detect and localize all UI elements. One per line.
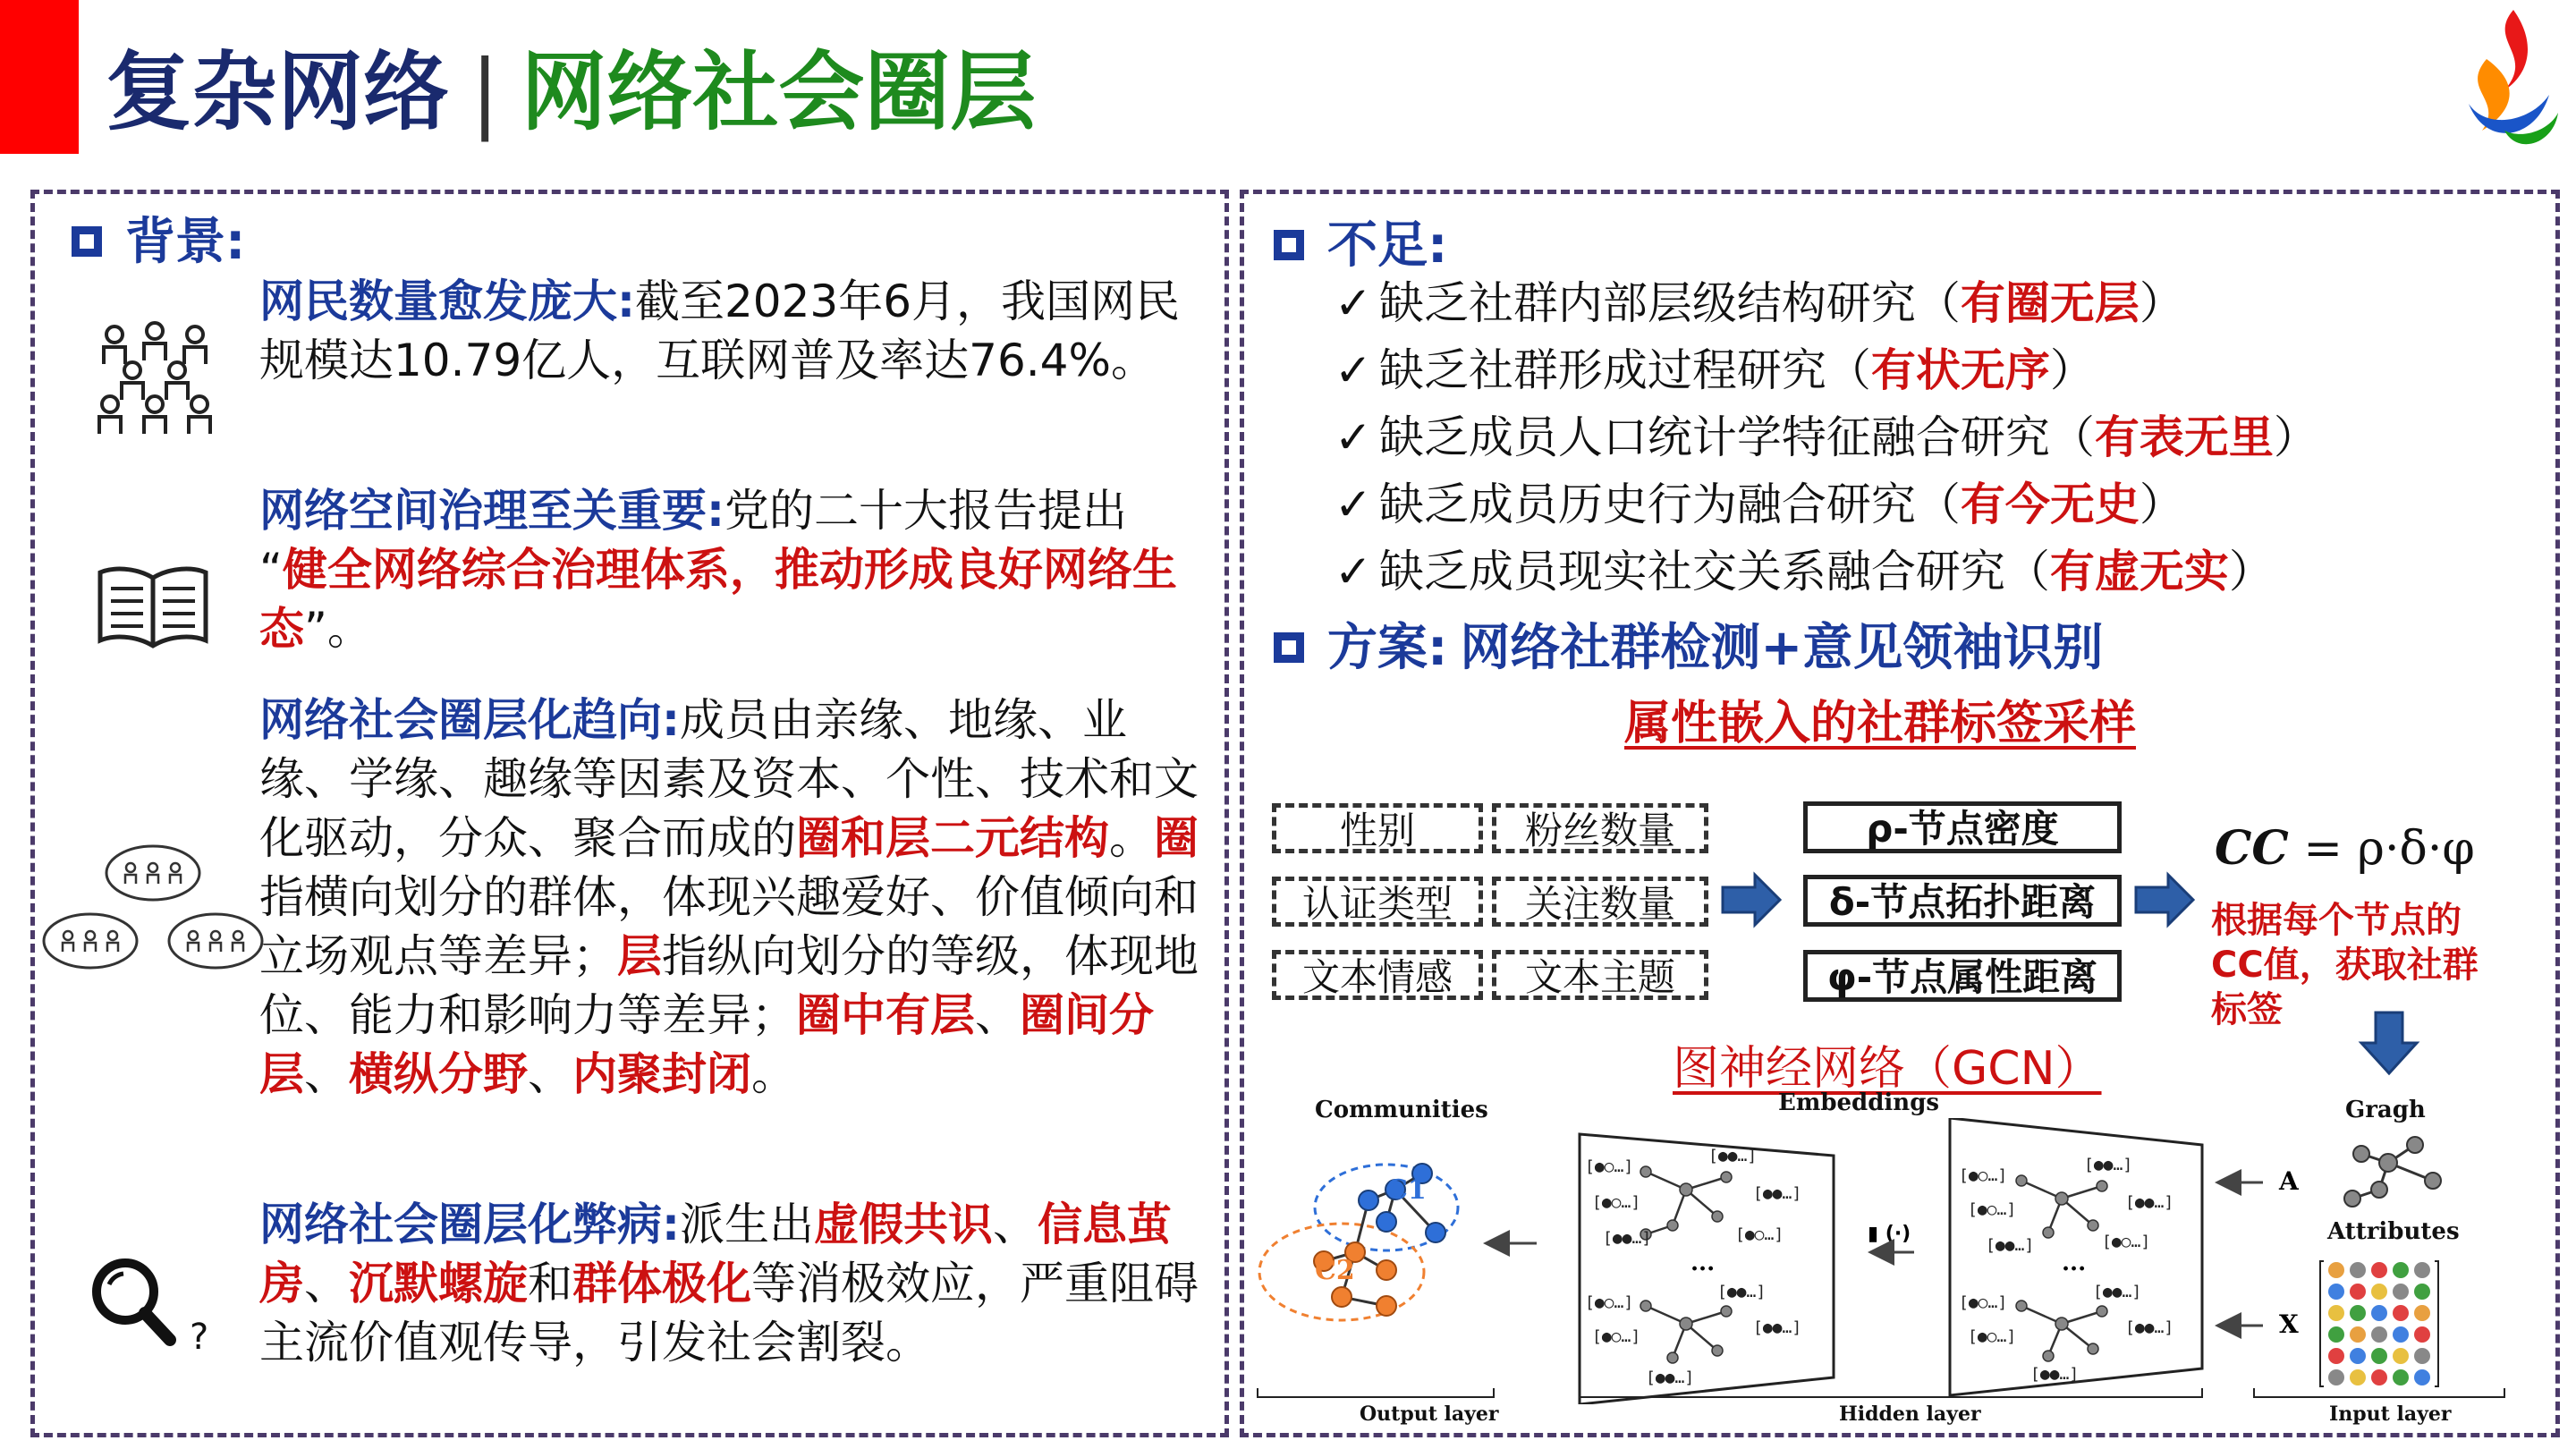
book-icon [95, 562, 211, 651]
crowd-icon [88, 315, 222, 440]
input-layer-label: Input layer [2329, 1402, 2452, 1426]
list-item: ✓ 缺乏社群形成过程研究（有状无序） [1335, 344, 2095, 396]
title-main: 复杂网络 [106, 42, 449, 142]
list-item: ✓ 缺乏成员历史行为融合研究（有今无史） [1335, 479, 2184, 530]
title-separator: | [470, 42, 500, 142]
input-graph [2344, 1137, 2441, 1207]
question-mark: ? [190, 1317, 209, 1358]
title-sub: 网络社会圈层 [521, 42, 1037, 142]
magnifier-icon [82, 1252, 181, 1351]
hidden-layer-label: Hidden layer [1839, 1402, 1981, 1426]
svg-text:[●●…]: [●●…] [1986, 1236, 2035, 1255]
paragraph-drawbacks: 网络社会圈层化弊病:派生出虚假共识、信息茧房、沉默螺旋和群体极化等消极效应，严重阻碍主流价值观传导，引发社会割裂。 [259, 1199, 1199, 1368]
graph-label: Gragh [2345, 1097, 2426, 1123]
attribute-verification: 认证类型 [1272, 877, 1483, 927]
paragraph-governance: 网络空间治理至关重要:党的二十大报告提出 “健全网络综合治理体系，推动形成良好网络生态”。 [259, 485, 1177, 655]
svg-text:[●●…]: [●●…] [2030, 1365, 2080, 1384]
plan-heading: 方案: 网络社群检测+意见领袖识别 [1274, 617, 2103, 680]
svg-text:[●○…]: [●○…] [1592, 1327, 1641, 1346]
c2-label: C2 [1315, 1255, 1355, 1286]
square-bullet-icon [1274, 230, 1304, 260]
attribute-gender: 性别 [1272, 803, 1483, 853]
check-icon: ✓ [1335, 479, 1372, 530]
svg-text:[●●…]: [●●…] [1717, 1283, 1767, 1301]
check-icon: ✓ [1335, 344, 1372, 396]
c1-label: C1 [1386, 1174, 1427, 1206]
down-arrow-icon [2358, 1009, 2420, 1077]
list-item: ✓ 缺乏社群内部层级结构研究（有圈无层） [1335, 277, 2184, 329]
metric-attribute-distance: φ-节点属性距离 [1803, 950, 2122, 1002]
shortcomings-heading: 不足: [1274, 215, 1447, 277]
svg-text:[●○…]: [●○…] [1585, 1157, 1634, 1176]
attribute-matrix [2320, 1261, 2438, 1386]
right-arrow-icon [2132, 871, 2197, 928]
svg-text:[●○…]: [●○…] [1968, 1327, 2017, 1346]
svg-text:[●●…]: [●●…] [1646, 1368, 1695, 1387]
check-icon: ✓ [1335, 277, 1372, 329]
right-arrow-icon [1719, 871, 1784, 928]
gcn-diagram [1252, 1118, 2531, 1404]
dots-label: ... [1690, 1250, 1716, 1276]
svg-text:[●●…]: [●●…] [1753, 1318, 1802, 1337]
check-icon: ✓ [1335, 411, 1372, 463]
flame-logo [2451, 5, 2567, 157]
svg-text:[●○…]: [●○…] [1959, 1293, 2008, 1312]
svg-text:[●●…]: [●●…] [2125, 1318, 2174, 1337]
metric-node-density: ρ-节点密度 [1803, 801, 2122, 853]
sampling-title: 属性嵌入的社群标签采样 [1624, 697, 2137, 750]
activation-label: ▮ (·) [1868, 1223, 1911, 1245]
plan-text: 网络社群检测+意见领袖识别 [1460, 619, 2104, 677]
svg-text:[●●…]: [●●…] [2093, 1283, 2142, 1301]
svg-text:[●●…]: [●●…] [1708, 1147, 1758, 1165]
a-label: A [2279, 1166, 2299, 1196]
cc-formula: CC = ρ·δ·φ [2215, 821, 2475, 876]
square-bullet-icon [72, 226, 102, 257]
svg-text:[●●…]: [●●…] [1603, 1229, 1652, 1248]
attribute-topic: 文本主题 [1492, 950, 1708, 1000]
svg-text:[●●…]: [●●…] [1753, 1184, 1802, 1203]
attribute-sentiment: 文本情感 [1272, 950, 1483, 1000]
paragraph-circle-layer-trend: 网络社会圈层化趋向:成员由亲缘、地缘、业缘、学缘、趣缘等因素及资本、个性、技术和文化驱动，分众、聚合而成的圈和层二元结构。圈指横向划分的群体，体现兴趣爱好、价值倾向和立场观点等差异；层指纵向划分的等级，体现地位、能力和影响力等差异；圈中有层、圈间分层、横纵分野、内聚封闭。 [259, 694, 1199, 1100]
svg-text:[●○…]: [●○…] [1585, 1293, 1634, 1312]
svg-text:[●○…]: [●○…] [1735, 1225, 1784, 1244]
attributes-label: Attributes [2327, 1218, 2460, 1245]
svg-text:[●●…]: [●●…] [2084, 1156, 2133, 1174]
shortcomings-list [1335, 270, 2318, 606]
communities-graph [1259, 1164, 1458, 1320]
header-red-bar [0, 0, 79, 154]
attribute-followers: 粉丝数量 [1492, 803, 1708, 853]
paragraph-netizens: 网民数量愈发庞大:截至2023年6月，我国网民规模达10.79亿人，互联网普及率达76.4%。 [259, 275, 1181, 386]
embedding-cluster [1585, 1147, 2174, 1387]
dots-label: ... [2062, 1250, 2087, 1276]
list-item: ✓ 缺乏成员人口统计学特征融合研究（有表无里） [1335, 411, 2318, 463]
background-heading: 背景: [72, 211, 245, 274]
page-title [106, 34, 1036, 150]
attribute-following: 关注数量 [1492, 877, 1708, 927]
square-bullet-icon [1274, 632, 1304, 663]
list-item: ✓ 缺乏成员现实社交关系融合研究（有虚无实） [1335, 546, 2274, 597]
embeddings-label: Embeddings [1778, 1089, 1940, 1116]
gcn-title: 图神经网络（GCN） [1673, 1042, 2102, 1096]
cc-note: 根据每个节点的CC值，获取社群标签 [2211, 900, 2479, 1030]
x-label: X [2279, 1309, 2299, 1339]
svg-text:[●○…]: [●○…] [1968, 1200, 2017, 1219]
svg-text:[●●…]: [●●…] [2125, 1193, 2174, 1212]
output-layer-label: Output layer [1360, 1402, 1499, 1426]
communities-label: Communities [1315, 1097, 1488, 1123]
svg-text:[●○…]: [●○…] [1592, 1193, 1641, 1212]
svg-text:[●○…]: [●○…] [2102, 1233, 2151, 1251]
metric-topological-distance: δ-节点拓扑距离 [1803, 875, 2122, 927]
svg-text:[●○…]: [●○…] [1959, 1166, 2008, 1185]
check-icon: ✓ [1335, 546, 1372, 597]
social-groups-icon [41, 841, 265, 984]
